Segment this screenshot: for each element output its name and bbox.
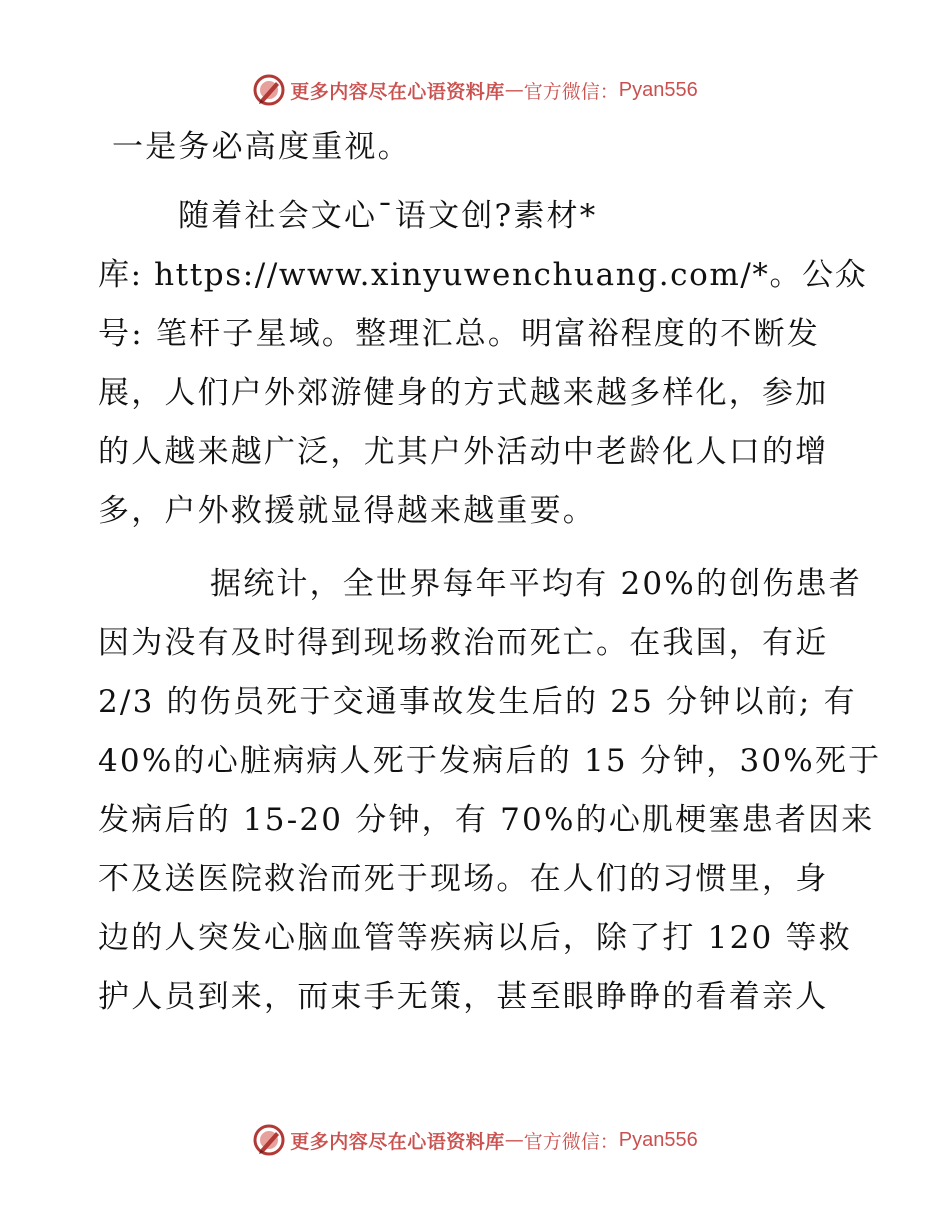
text-line-11: 40%的心脏病病人死于发病后的 15 分钟，30%死于 [98,743,882,779]
text-line-2: 随着社会文心¯语文创?素材* [178,198,598,234]
text-line-13: 不及送医院救治而死于现场。在人们的习惯里，身 [98,861,829,897]
footer-wechat-label: 官方微信： [523,1131,619,1153]
header-banner-text: 更多内容尽在心语资料库 [290,80,505,103]
header-banner [0,68,950,112]
text-line-1: 一是务必高度重视。 [112,129,411,165]
text-line-6: 的人越来越广泛，尤其户外活动中老龄化人口的增 [98,434,829,470]
text-line-10: 2/3 的伤员死于交通事故发生后的 25 分钟以前; 有 [98,684,857,720]
pen-logo-icon [252,73,286,107]
text-line-12: 发病后的 15-20 分钟，有 70%的心肌梗塞患者因来 [98,802,875,838]
pen-logo-icon [252,1123,286,1157]
text-line-15: 护人员到来，而束手无策，甚至眼睁睁的看着亲人 [98,979,829,1015]
text-line-9: 因为没有及时得到现场救治而死亡。在我国，有近 [98,625,829,661]
document-body [98,118,882,1027]
text-line-7: 多，户外救援就显得越来越重要。 [98,493,596,529]
footer-separator: — [504,1129,524,1151]
footer-banner-text: 更多内容尽在心语资料库 [290,1130,505,1153]
footer-wechat-id: Pyan556 [618,1128,698,1151]
header-separator: — [504,79,524,101]
footer-banner [0,1118,950,1162]
text-line-8: 据统计，全世界每年平均有 20%的创伤患者 [210,566,862,602]
text-line-4: 号: 笔杆子星域。整理汇总。明富裕程度的不断发 [98,316,820,352]
header-wechat-label: 官方微信： [523,81,619,103]
header-wechat-id: Pyan556 [618,78,698,101]
text-line-5: 展，人们户外郊游健身的方式越来越多样化，参加 [98,375,829,411]
text-line-14: 边的人突发心脑血管等疾病以后，除了打 120 等救 [98,920,852,956]
text-line-3: 库: https://www.xinyuwenchuang.com/*。公众 [98,257,868,293]
